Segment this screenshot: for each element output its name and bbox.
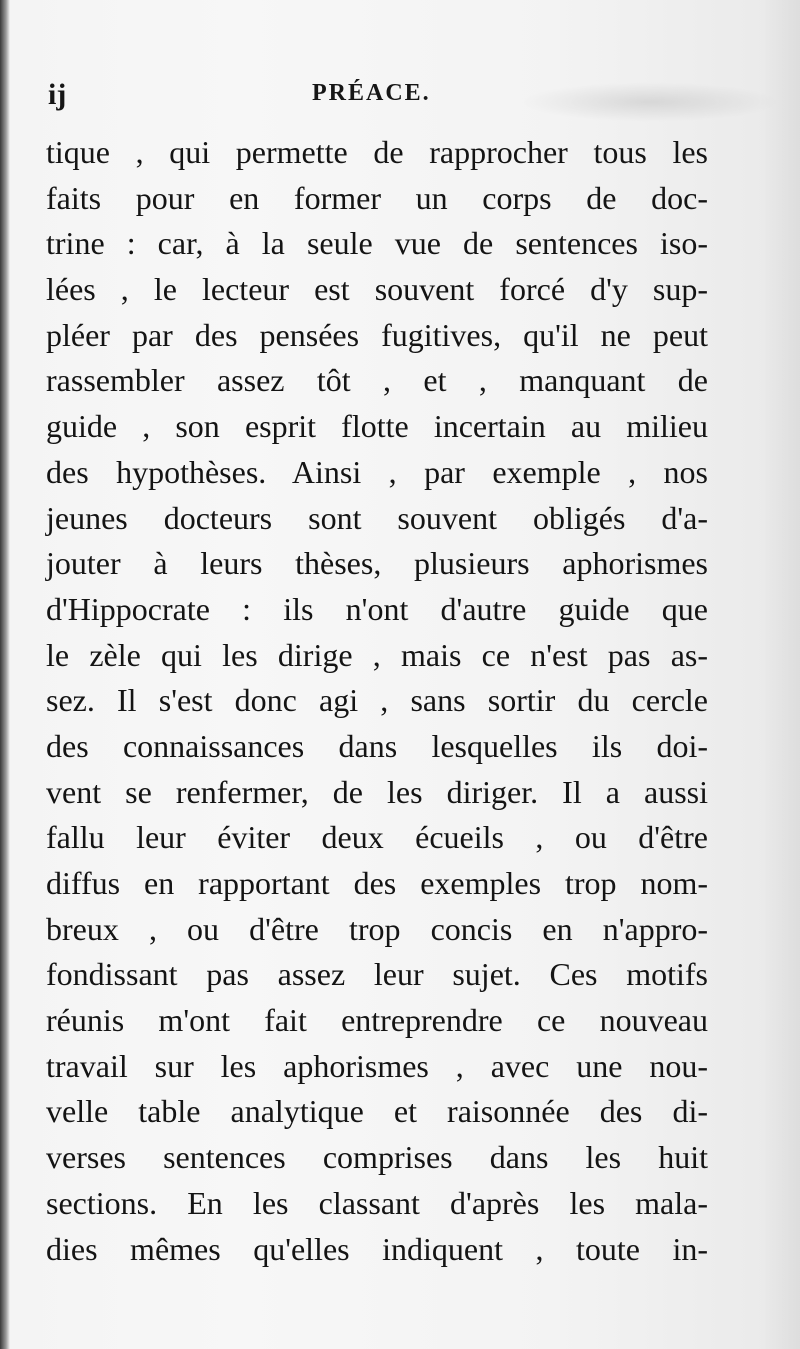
page-number: ij <box>48 78 67 111</box>
text-line: lées , le lecteur est souvent forcé d'y sup- <box>46 271 708 308</box>
text-line: vent se renfermer, de les diriger. Il a aussi <box>46 773 708 810</box>
text-line: velle table analytique et raisonnée des di- <box>46 1093 708 1130</box>
text-line: rassembler assez tôt , et , manquant de <box>46 362 708 399</box>
text-line: dies mêmes qu'elles indiquent , toute in- <box>46 1230 708 1267</box>
text-line: sez. Il s'est donc agi , sans sortir du cercle <box>46 682 708 719</box>
text-line: verses sentences comprises dans les huit <box>46 1139 708 1176</box>
text-line: jouter à leurs thèses, plusieurs aphorismes <box>46 545 708 582</box>
text-line: le zèle qui les dirige , mais ce n'est pas as- <box>46 636 708 673</box>
text-line: faits pour en former un corps de doc- <box>46 179 708 216</box>
text-line: breux , ou d'être trop concis en n'appro- <box>46 910 708 947</box>
page-edge-shadow <box>760 0 800 1349</box>
text-line: travail sur les aphorismes , avec une nou- <box>46 1047 708 1084</box>
text-line: fondissant pas assez leur sujet. Ces motifs <box>46 956 708 993</box>
page-header <box>48 78 708 118</box>
text-line: des hypothèses. Ainsi , par exemple , nos <box>46 453 708 490</box>
text-line: sections. En les classant d'après les mala- <box>46 1184 708 1221</box>
text-line: d'Hippocrate : ils n'ont d'autre guide que <box>46 590 708 627</box>
body-text <box>46 130 708 1272</box>
page-gutter-shadow <box>0 0 10 1349</box>
text-line: fallu leur éviter deux écueils , ou d'être <box>46 819 708 856</box>
running-title: PRÉACE. <box>312 80 431 106</box>
text-line: jeunes docteurs sont souvent obligés d'a- <box>46 499 708 536</box>
text-line: guide , son esprit flotte incertain au milieu <box>46 408 708 445</box>
text-line: tique , qui permette de rapprocher tous les <box>46 134 708 170</box>
text-line: diffus en rapportant des exemples trop nom- <box>46 865 708 901</box>
text-line: trine : car, à la seule vue de sentences iso- <box>46 225 708 262</box>
text-line: des connaissances dans lesquelles ils doi- <box>46 727 708 764</box>
text-line: réunis m'ont fait entreprendre ce nouveau <box>46 1002 708 1039</box>
text-line: pléer par des pensées fugitives, qu'il ne peut <box>46 316 708 353</box>
